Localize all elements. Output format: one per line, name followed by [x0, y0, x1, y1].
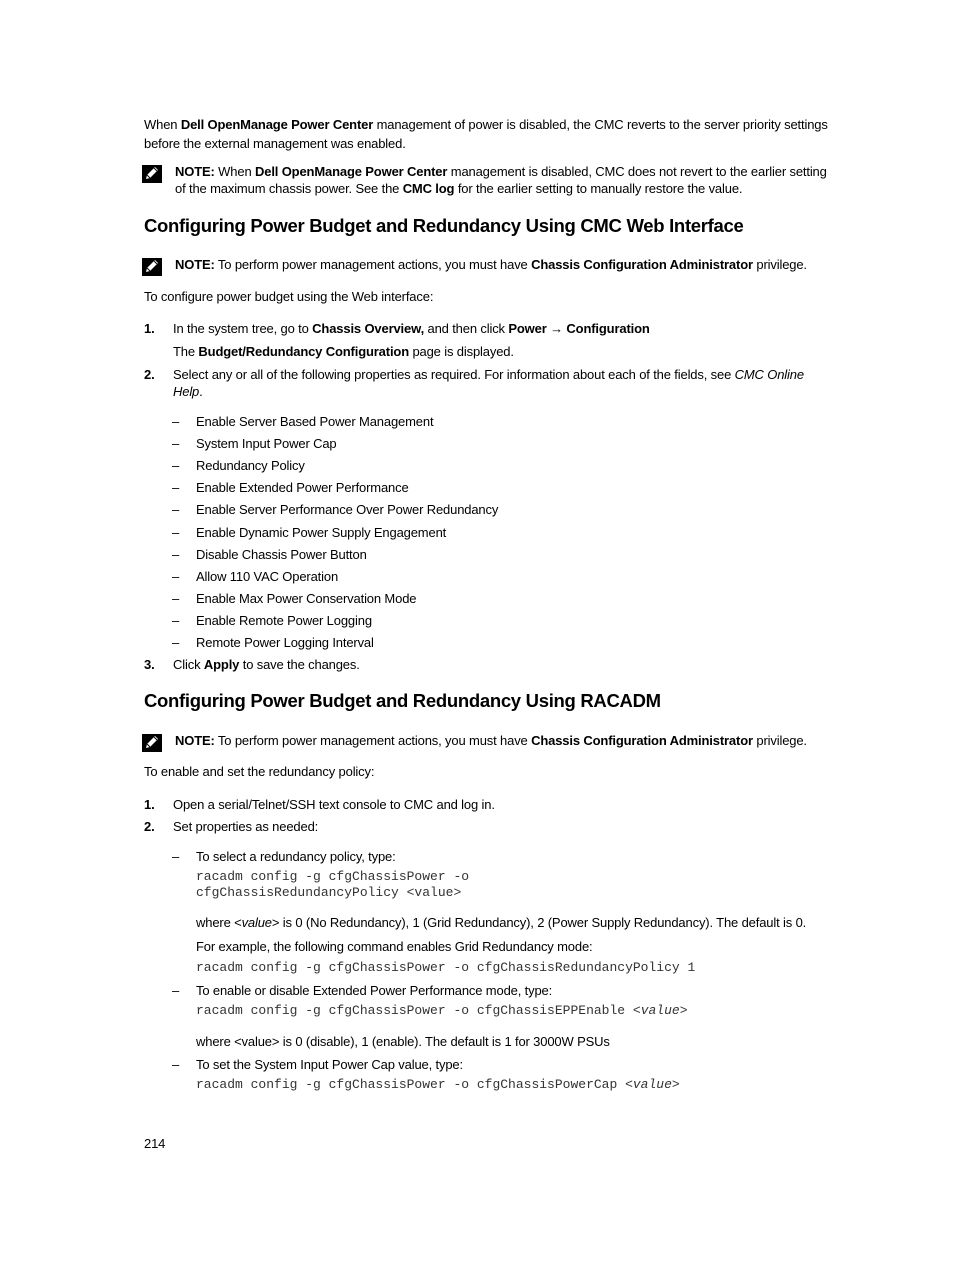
list-dash: –	[172, 525, 180, 540]
sub-1-where: where <value> is 0 (No Redundancy), 1 (Grid Redundancy), 2 (Power Supply Redundancy). The default is 0.	[196, 915, 807, 930]
page-number: 214	[144, 1136, 166, 1151]
list-item: Enable Server Based Power Management	[196, 414, 434, 429]
step-number: 2.	[144, 819, 155, 834]
step-number: 1.	[144, 797, 155, 812]
note-1-line-2: of the maximum chassis power. See the CMC log for the earlier setting to manually restore the value.	[175, 181, 743, 196]
step-1-result: The Budget/Redundancy Configuration page is displayed.	[173, 344, 514, 359]
list-dash: –	[172, 635, 180, 650]
racadm-step-1-text: Open a serial/Telnet/SSH text console to CMC and log in.	[173, 797, 495, 812]
sub-2-where: where <value> is 0 (disable), 1 (enable). The default is 1 for 3000W PSUs	[196, 1034, 610, 1049]
list-item: Enable Dynamic Power Supply Engagement	[196, 525, 447, 540]
code-line: cfgChassisRedundancyPolicy <value>	[196, 885, 462, 900]
list-item: Enable Max Power Conservation Mode	[196, 591, 417, 606]
step-1-text: In the system tree, go to Chassis Overview, and then click Power → Configuration	[173, 321, 650, 336]
list-dash: –	[172, 480, 180, 495]
step-number: 3.	[144, 657, 155, 672]
sub-2-title: To enable or disable Extended Power Performance mode, type:	[196, 983, 553, 998]
list-dash: –	[172, 983, 180, 998]
section-2-intro: To enable and set the redundancy policy:	[144, 764, 375, 779]
list-item: System Input Power Cap	[196, 436, 337, 451]
section-2-heading: Configuring Power Budget and Redundancy Using RACADM	[144, 690, 661, 711]
section-1-note: NOTE: To perform power management actions, you must have Chassis Configuration Administrator privilege.	[175, 257, 807, 272]
list-item: Redundancy Policy	[196, 458, 305, 473]
section-2-note: NOTE: To perform power management actions, you must have Chassis Configuration Administrator privilege.	[175, 733, 807, 748]
list-item: Remote Power Logging Interval	[196, 635, 374, 650]
code-line: racadm config -g cfgChassisPower -o	[196, 869, 470, 884]
section-1-intro: To configure power budget using the Web interface:	[144, 289, 434, 304]
note-pencil-icon	[141, 733, 163, 753]
list-dash: –	[172, 458, 180, 473]
list-dash: –	[172, 547, 180, 562]
intro-line-1: When Dell OpenManage Power Center management of power is disabled, the CMC reverts to the server priority settings	[144, 117, 828, 132]
step-2-line-2: Help.	[173, 384, 203, 399]
note-pencil-icon	[141, 257, 163, 277]
list-dash: –	[172, 1057, 180, 1072]
code-line: racadm config -g cfgChassisPower -o cfgChassisPowerCap <value>	[196, 1077, 680, 1092]
note-1-line-1: NOTE: When Dell OpenManage Power Center management is disabled, CMC does not revert to the earlier setting	[175, 164, 827, 179]
code-line: racadm config -g cfgChassisPower -o cfgChassisEPPEnable <value>	[196, 1003, 688, 1018]
intro-line-2: before the external management was enabled.	[144, 136, 406, 151]
step-number: 1.	[144, 321, 155, 336]
list-item: Enable Extended Power Performance	[196, 480, 409, 495]
list-dash: –	[172, 849, 180, 864]
list-dash: –	[172, 502, 180, 517]
list-dash: –	[172, 436, 180, 451]
sub-1-title: To select a redundancy policy, type:	[196, 849, 396, 864]
list-dash: –	[172, 414, 180, 429]
list-dash: –	[172, 613, 180, 628]
code-line: racadm config -g cfgChassisPower -o cfgChassisRedundancyPolicy 1	[196, 960, 696, 975]
step-3-text: Click Apply to save the changes.	[173, 657, 360, 672]
racadm-step-2-text: Set properties as needed:	[173, 819, 319, 834]
list-dash: –	[172, 591, 180, 606]
sub-1-example: For example, the following command enables Grid Redundancy mode:	[196, 939, 593, 954]
sub-3-title: To set the System Input Power Cap value, type:	[196, 1057, 463, 1072]
list-item: Allow 110 VAC Operation	[196, 569, 339, 584]
note-pencil-icon	[141, 164, 163, 184]
list-item: Enable Server Performance Over Power Redundancy	[196, 502, 499, 517]
step-2-line-1: Select any or all of the following properties as required. For information about each of the fields, see CMC Online	[173, 367, 804, 382]
list-dash: –	[172, 569, 180, 584]
section-1-heading: Configuring Power Budget and Redundancy Using CMC Web Interface	[144, 215, 744, 236]
list-item: Disable Chassis Power Button	[196, 547, 367, 562]
step-number: 2.	[144, 367, 155, 382]
list-item: Enable Remote Power Logging	[196, 613, 372, 628]
